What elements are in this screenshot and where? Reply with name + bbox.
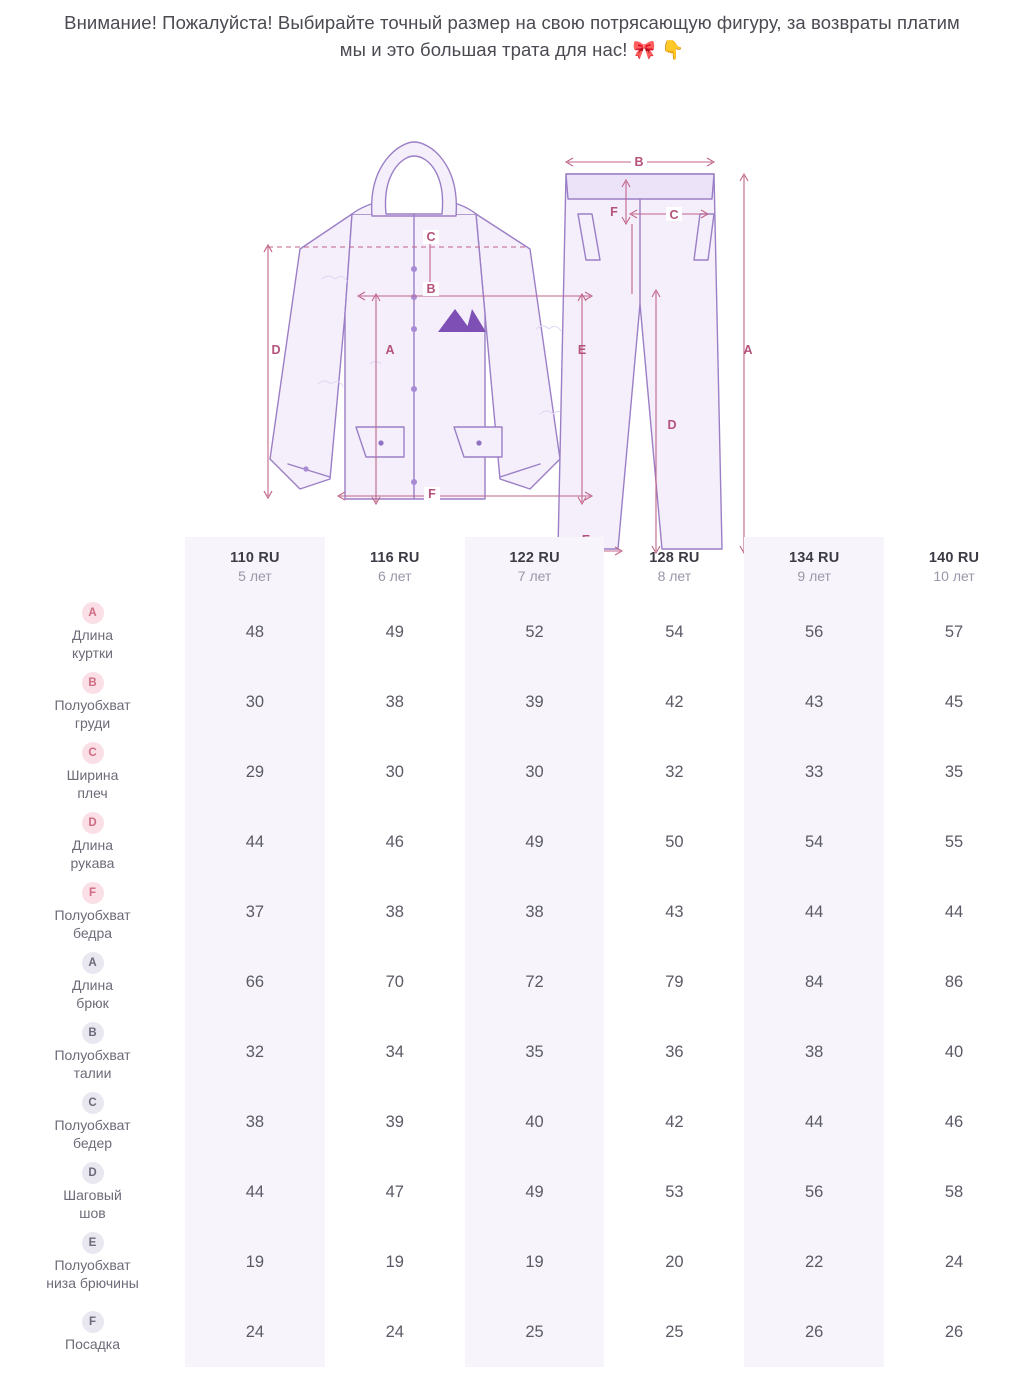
size-notice-text: Внимание! Пожалуйста! Выбирайте точный размер на свою потрясающую фигуру, за возвраты платим мы и это большая трата для нас! 🎀 👇 — [64, 12, 960, 60]
measurement-value: 46 — [944, 1112, 964, 1131]
table-row — [0, 1157, 1024, 1227]
measurement-value-cell — [325, 597, 465, 667]
measurement-value: 38 — [385, 692, 404, 711]
measurement-value: 40 — [944, 1042, 964, 1061]
measurement-value: 32 — [245, 1042, 265, 1061]
size-table-body — [0, 597, 1024, 1367]
measurement-value: 19 — [385, 1252, 404, 1271]
measurement-value: 19 — [245, 1252, 265, 1271]
measurement-badge: F — [82, 882, 104, 904]
measurement-value-cell — [325, 1297, 465, 1367]
table-row — [0, 947, 1024, 1017]
measurement-value: 84 — [805, 972, 824, 991]
measurement-value: 38 — [805, 1042, 824, 1061]
measurement-badge: B — [82, 672, 104, 694]
measurement-value: 19 — [525, 1252, 544, 1271]
column-header-2 — [465, 537, 605, 597]
measurement-value: 46 — [385, 832, 404, 851]
column-size-3: 128 RU — [649, 550, 700, 566]
measurement-value: 42 — [665, 1112, 684, 1131]
svg-text:B: B — [634, 154, 644, 169]
measurement-value-cell — [604, 1017, 744, 1087]
measurement-value-cell — [185, 667, 325, 737]
table-row — [0, 1297, 1024, 1367]
measurement-value: 24 — [944, 1252, 964, 1271]
measurement-value: 52 — [525, 622, 544, 641]
measurement-value: 20 — [665, 1252, 684, 1271]
measurement-label-cell — [0, 737, 185, 807]
measurement-value-cell — [604, 1227, 744, 1297]
measurement-value-cell — [325, 1087, 465, 1157]
measurement-badge: F — [82, 1311, 104, 1333]
measurement-value-cell — [744, 877, 884, 947]
size-notice — [62, 10, 962, 64]
measurement-value-cell — [604, 1297, 744, 1367]
measurement-label-text: Полуобхват талии — [54, 1047, 131, 1081]
measurement-value: 66 — [245, 972, 265, 991]
measurement-value-cell — [465, 1017, 605, 1087]
measurement-value-cell — [325, 1157, 465, 1227]
measurement-value-cell — [744, 667, 884, 737]
measurement-value-cell — [325, 1017, 465, 1087]
measurement-value: 25 — [665, 1322, 684, 1341]
column-size-5: 140 RU — [928, 550, 980, 566]
measurement-value: 49 — [385, 622, 404, 641]
measurement-value: 39 — [385, 1112, 404, 1131]
column-age-3: 8 лет — [657, 568, 692, 584]
table-row — [0, 737, 1024, 807]
measurement-value-cell — [604, 737, 744, 807]
measurement-label-text: Полуобхват низа брючины — [46, 1257, 139, 1291]
measurement-value: 45 — [944, 692, 964, 711]
measurement-value-cell — [325, 737, 465, 807]
measurement-value-cell — [604, 1087, 744, 1157]
measurement-value: 36 — [665, 1042, 684, 1061]
table-row — [0, 667, 1024, 737]
measurement-value-cell — [325, 667, 465, 737]
measurement-diagram — [0, 64, 1024, 504]
measurement-value: 54 — [805, 832, 824, 851]
measurement-value: 50 — [665, 832, 684, 851]
measurement-value-cell — [604, 1157, 744, 1227]
column-age-2: 7 лет — [517, 568, 552, 584]
measurement-value: 24 — [245, 1322, 265, 1341]
column-size-4: 134 RU — [789, 550, 840, 566]
diagram-svg — [0, 64, 1024, 504]
measurement-badge: C — [82, 1092, 104, 1114]
measurement-label-text: Полуобхват бедра — [54, 907, 131, 941]
measurement-label-cell — [0, 597, 185, 667]
measurement-label-text: Посадка — [65, 1335, 121, 1352]
measurement-value-cell — [884, 1227, 1024, 1297]
measurement-label-text: Шаговый шов — [63, 1187, 122, 1221]
table-row — [0, 597, 1024, 667]
size-table — [0, 537, 1024, 1367]
measurement-value: 72 — [525, 972, 544, 991]
column-size-2: 122 RU — [509, 550, 560, 566]
measurement-value-cell — [325, 1227, 465, 1297]
measurement-value: 30 — [525, 762, 544, 781]
measurement-value-cell — [884, 1017, 1024, 1087]
measurement-value: 32 — [665, 762, 684, 781]
size-table-wrap — [0, 537, 1024, 1367]
measurement-value: 37 — [245, 902, 265, 921]
svg-text:F: F — [428, 486, 436, 501]
measurement-label-cell — [0, 807, 185, 877]
measurement-value-cell — [185, 737, 325, 807]
measurement-label-cell — [0, 1017, 185, 1087]
measurement-value-cell — [744, 807, 884, 877]
column-age-4: 9 лет — [797, 568, 831, 584]
measurement-value-cell — [744, 1227, 884, 1297]
column-size-0: 110 RU — [230, 550, 280, 566]
measurement-value-cell — [884, 1157, 1024, 1227]
measurement-value-cell — [465, 597, 605, 667]
measurement-value: 55 — [944, 832, 964, 851]
measurement-value: 44 — [944, 902, 964, 921]
measurement-value: 86 — [944, 972, 964, 991]
measurement-value: 35 — [944, 762, 964, 781]
measurement-value: 34 — [385, 1042, 404, 1061]
measurement-value: 35 — [525, 1042, 544, 1061]
table-header-row — [0, 537, 1024, 597]
measurement-label-cell — [0, 1087, 185, 1157]
measurement-value-cell — [465, 1227, 605, 1297]
table-row — [0, 877, 1024, 947]
measurement-value: 39 — [525, 692, 544, 711]
measurement-value-cell — [884, 1087, 1024, 1157]
measurement-value-cell — [185, 807, 325, 877]
column-age-5: 10 лет — [933, 568, 975, 584]
measurement-value-cell — [744, 1087, 884, 1157]
svg-text:F: F — [610, 204, 618, 219]
svg-text:D: D — [271, 342, 281, 357]
measurement-value: 44 — [805, 1112, 824, 1131]
measurement-badge: D — [82, 1162, 104, 1184]
measurement-value: 44 — [245, 1182, 265, 1201]
measurement-value-cell — [604, 807, 744, 877]
measurement-label-text: Длина куртки — [72, 627, 114, 661]
measurement-value: 29 — [245, 762, 265, 781]
measurement-badge: E — [82, 1232, 104, 1254]
measurement-value: 54 — [665, 622, 684, 641]
measurement-label-cell — [0, 667, 185, 737]
measurement-value-cell — [604, 877, 744, 947]
measurement-value: 38 — [525, 902, 544, 921]
measurement-value-cell — [185, 1297, 325, 1367]
measurement-value: 42 — [665, 692, 684, 711]
column-size-1: 116 RU — [369, 550, 420, 566]
measurement-label-text: Полуобхват бедер — [54, 1117, 131, 1151]
measurement-label-cell — [0, 877, 185, 947]
measurement-value-cell — [185, 947, 325, 1017]
measurement-value: 22 — [805, 1252, 824, 1271]
measurement-label-cell — [0, 947, 185, 1017]
measurement-value-cell — [465, 737, 605, 807]
column-header-0 — [185, 537, 325, 597]
measurement-badge: B — [82, 1022, 104, 1044]
measurement-value-cell — [884, 1297, 1024, 1367]
column-header-1 — [325, 537, 465, 597]
measurement-label-text: Ширина плеч — [66, 767, 119, 801]
measurement-value-cell — [744, 947, 884, 1017]
measurement-value-cell — [884, 877, 1024, 947]
measurement-value: 43 — [805, 692, 824, 711]
measurement-value-cell — [884, 597, 1024, 667]
table-row — [0, 1087, 1024, 1157]
measurement-value-cell — [744, 1157, 884, 1227]
measurement-value: 58 — [944, 1182, 964, 1201]
measurement-value: 30 — [245, 692, 265, 711]
measurement-value: 40 — [525, 1112, 544, 1131]
measurement-value: 70 — [385, 972, 404, 991]
measurement-value-cell — [744, 1297, 884, 1367]
measurement-value-cell — [744, 1017, 884, 1087]
pants-illustration — [558, 174, 722, 549]
measurement-badge: A — [82, 952, 104, 974]
measurement-value-cell — [604, 947, 744, 1017]
measurement-label-text: Длина рукава — [70, 837, 115, 871]
measurement-value-cell — [185, 1227, 325, 1297]
measurement-value-cell — [185, 1087, 325, 1157]
column-header-4 — [744, 537, 884, 597]
measurement-label-cell — [0, 1297, 185, 1367]
svg-text:A: A — [743, 342, 753, 357]
measurement-value-cell — [325, 807, 465, 877]
measurement-value-cell — [744, 597, 884, 667]
header-corner — [0, 537, 185, 597]
measurement-value-cell — [185, 1017, 325, 1087]
table-row — [0, 1227, 1024, 1297]
measurement-value: 49 — [525, 832, 544, 851]
measurement-value: 26 — [944, 1322, 964, 1341]
column-header-3 — [604, 537, 744, 597]
measurement-value: 38 — [245, 1112, 265, 1131]
table-row — [0, 807, 1024, 877]
measurement-value-cell — [884, 667, 1024, 737]
measurement-value: 24 — [385, 1322, 404, 1341]
column-age-1: 6 лет — [377, 568, 412, 584]
measurement-value-cell — [185, 1157, 325, 1227]
measurement-value: 26 — [805, 1322, 824, 1341]
measurement-badge: A — [82, 602, 104, 624]
measurement-value-cell — [884, 807, 1024, 877]
measurement-value-cell — [325, 877, 465, 947]
svg-text:B: B — [426, 281, 436, 296]
measurement-value: 79 — [665, 972, 684, 991]
measurement-value-cell — [465, 1297, 605, 1367]
measurement-value-cell — [465, 947, 605, 1017]
measurement-value: 53 — [665, 1182, 684, 1201]
measurement-label-cell — [0, 1227, 185, 1297]
measurement-value-cell — [465, 1157, 605, 1227]
svg-text:D: D — [667, 417, 677, 432]
measurement-value-cell — [185, 597, 325, 667]
measurement-value-cell — [884, 947, 1024, 1017]
table-row — [0, 1017, 1024, 1087]
measurement-value: 30 — [385, 762, 404, 781]
svg-text:A: A — [385, 342, 395, 357]
measurement-label-text: Полуобхват груди — [54, 697, 131, 731]
measurement-value: 43 — [665, 902, 684, 921]
measurement-value-cell — [604, 667, 744, 737]
jacket-illustration — [270, 142, 565, 499]
measurement-label-cell — [0, 1157, 185, 1227]
measurement-value: 44 — [245, 832, 265, 851]
measurement-value: 56 — [805, 622, 824, 641]
measurement-value-cell — [465, 1087, 605, 1157]
measurement-value: 57 — [944, 622, 964, 641]
measurement-value-cell — [884, 737, 1024, 807]
measurement-value: 56 — [805, 1182, 824, 1201]
measurement-value-cell — [465, 667, 605, 737]
svg-text:E: E — [577, 342, 587, 357]
column-age-0: 5 лет — [238, 568, 272, 584]
measurement-value-cell — [604, 597, 744, 667]
measurement-value: 47 — [385, 1182, 404, 1201]
svg-text:C: C — [669, 207, 679, 222]
measurement-value-cell — [465, 877, 605, 947]
measurement-value-cell — [185, 877, 325, 947]
measurement-value: 48 — [245, 622, 265, 641]
measurement-value: 44 — [805, 902, 824, 921]
svg-text:C: C — [426, 229, 436, 244]
measurement-value-cell — [325, 947, 465, 1017]
measurement-value-cell — [744, 737, 884, 807]
measurement-value: 38 — [385, 902, 404, 921]
measurement-badge: C — [82, 742, 104, 764]
measurement-value: 33 — [805, 762, 824, 781]
measurement-value: 25 — [525, 1322, 544, 1341]
measurement-label-text: Длина брюк — [72, 977, 114, 1011]
measurement-value-cell — [465, 807, 605, 877]
column-header-5 — [884, 537, 1024, 597]
measurement-value: 49 — [525, 1182, 544, 1201]
measurement-badge: D — [82, 812, 104, 834]
